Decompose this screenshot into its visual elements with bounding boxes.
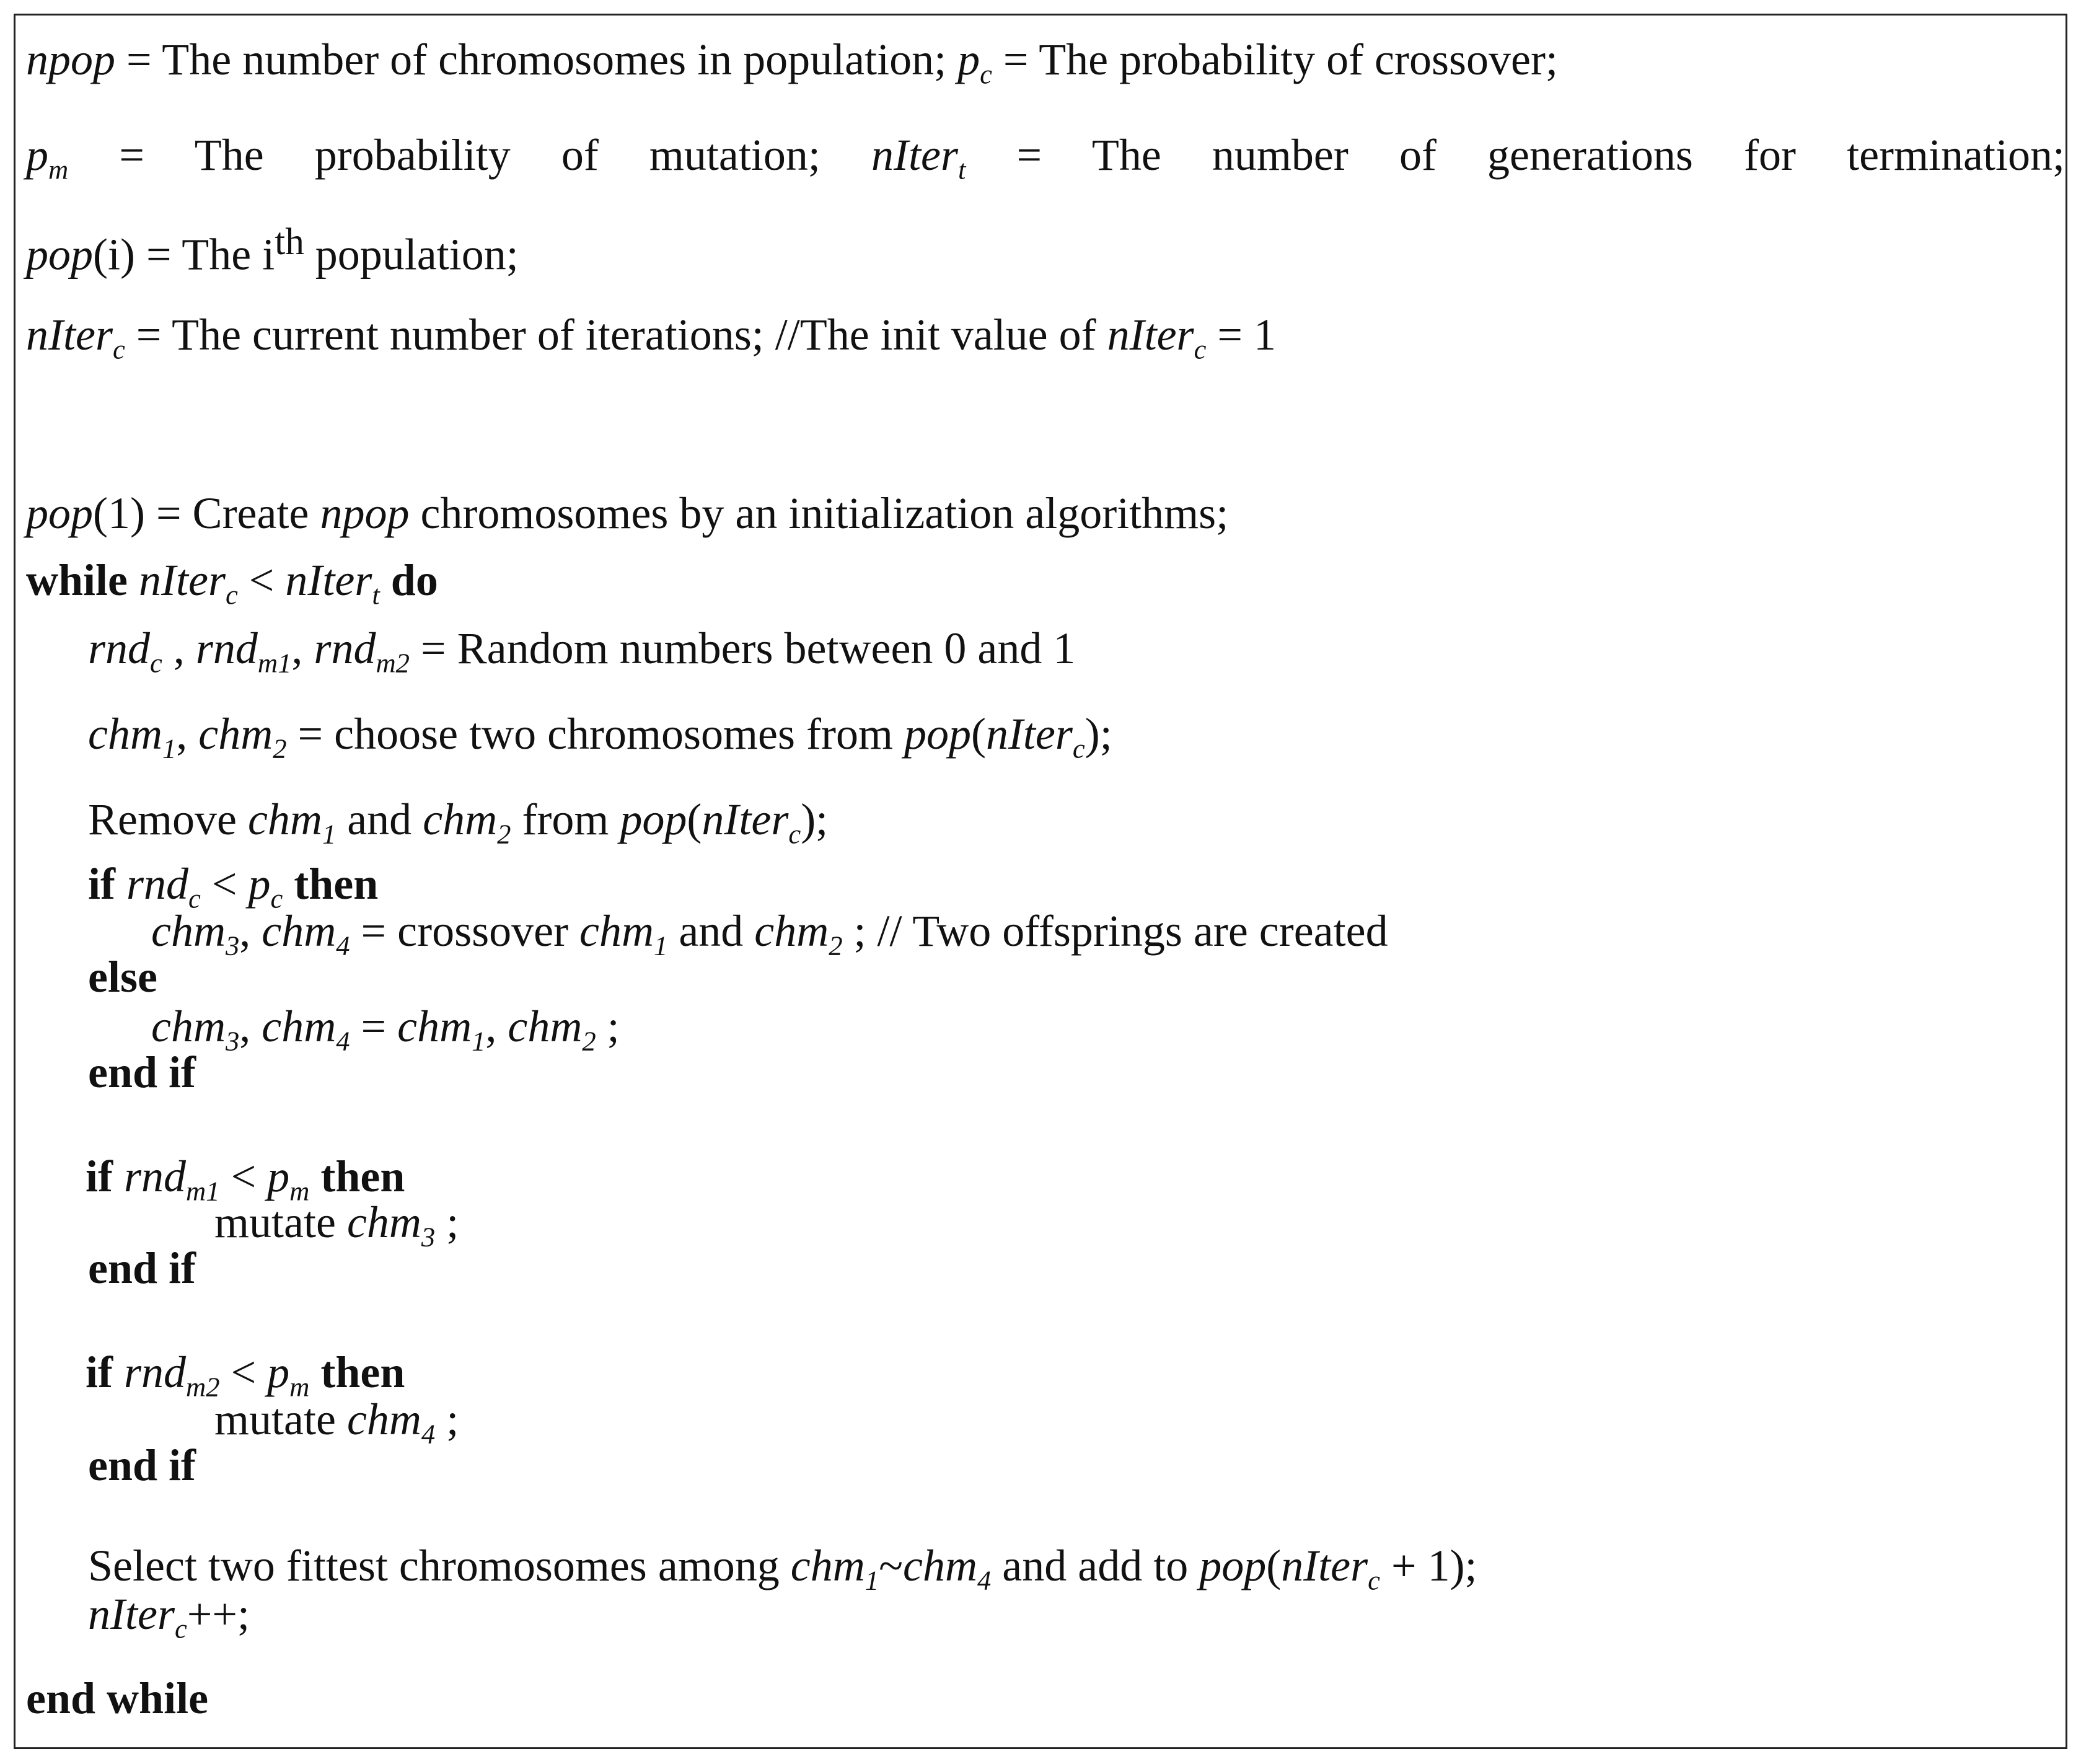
random-line: rnd$_c$ , rnd$_{m1}$, rnd$_{m2}$ = Random numbers between 0 and 1	[88, 624, 1076, 679]
end-if-1: end if	[88, 1047, 196, 1097]
def-niterc: nIter$_c$ = The current number of iterations; //The init value of nIter$_c$ = 1	[26, 310, 1276, 365]
mutate-chm3: mutate chm$_3$ ;	[214, 1197, 459, 1253]
remove-line: Remove chm$_1$ and chm$_2$ from pop(nIter$_c$);	[88, 795, 829, 850]
init-line: pop(1) = Create npop chromosomes by an initialization algorithms;	[26, 488, 1229, 538]
mutate-chm4: mutate chm$_4$ ;	[214, 1395, 459, 1450]
if-crossover: if $rnd_c < p_c$ then	[88, 859, 379, 914]
if-mutate-2: if $rnd_{m2} < p_m$ then	[86, 1347, 405, 1403]
copy-line: chm$_3$, chm$_4$ = chm$_1$, chm$_2$ ;	[151, 1002, 620, 1057]
def-pm-nitert: $p_m$ = The probability of mutation; nIter$_t$ = The number of generations for termination;	[26, 130, 2065, 185]
def-pop: pop(i) = The ith population;	[26, 221, 519, 280]
select-line: Select two fittest chromosomes among chm$_1$~chm$_4$ and add to pop(nIter$_c$ + 1);	[88, 1541, 1477, 1596]
end-if-2: end if	[88, 1243, 196, 1293]
choose-line: chm$_1$, chm$_2$ = choose two chromosomes from pop(nIter$_c$);	[88, 709, 1112, 764]
crossover-line: chm$_3$, chm$_4$ = crossover chm$_1$ and chm$_2$ ; // Two offsprings are created	[151, 906, 1388, 961]
end-if-3: end if	[88, 1440, 196, 1490]
while-line: while nIter$_c$ < nIter$_t$ do	[26, 555, 438, 611]
increment-line: nIter$_c$++;	[88, 1589, 250, 1644]
if-mutate-1: if $rnd_{m1} < p_m$ then	[86, 1152, 405, 1207]
end-while: end while	[26, 1674, 209, 1723]
else-line: else	[88, 952, 157, 1002]
def-npop-pc: npop = The number of chromosomes in population; $p_c$ = The probability of crossover;	[26, 35, 1558, 90]
